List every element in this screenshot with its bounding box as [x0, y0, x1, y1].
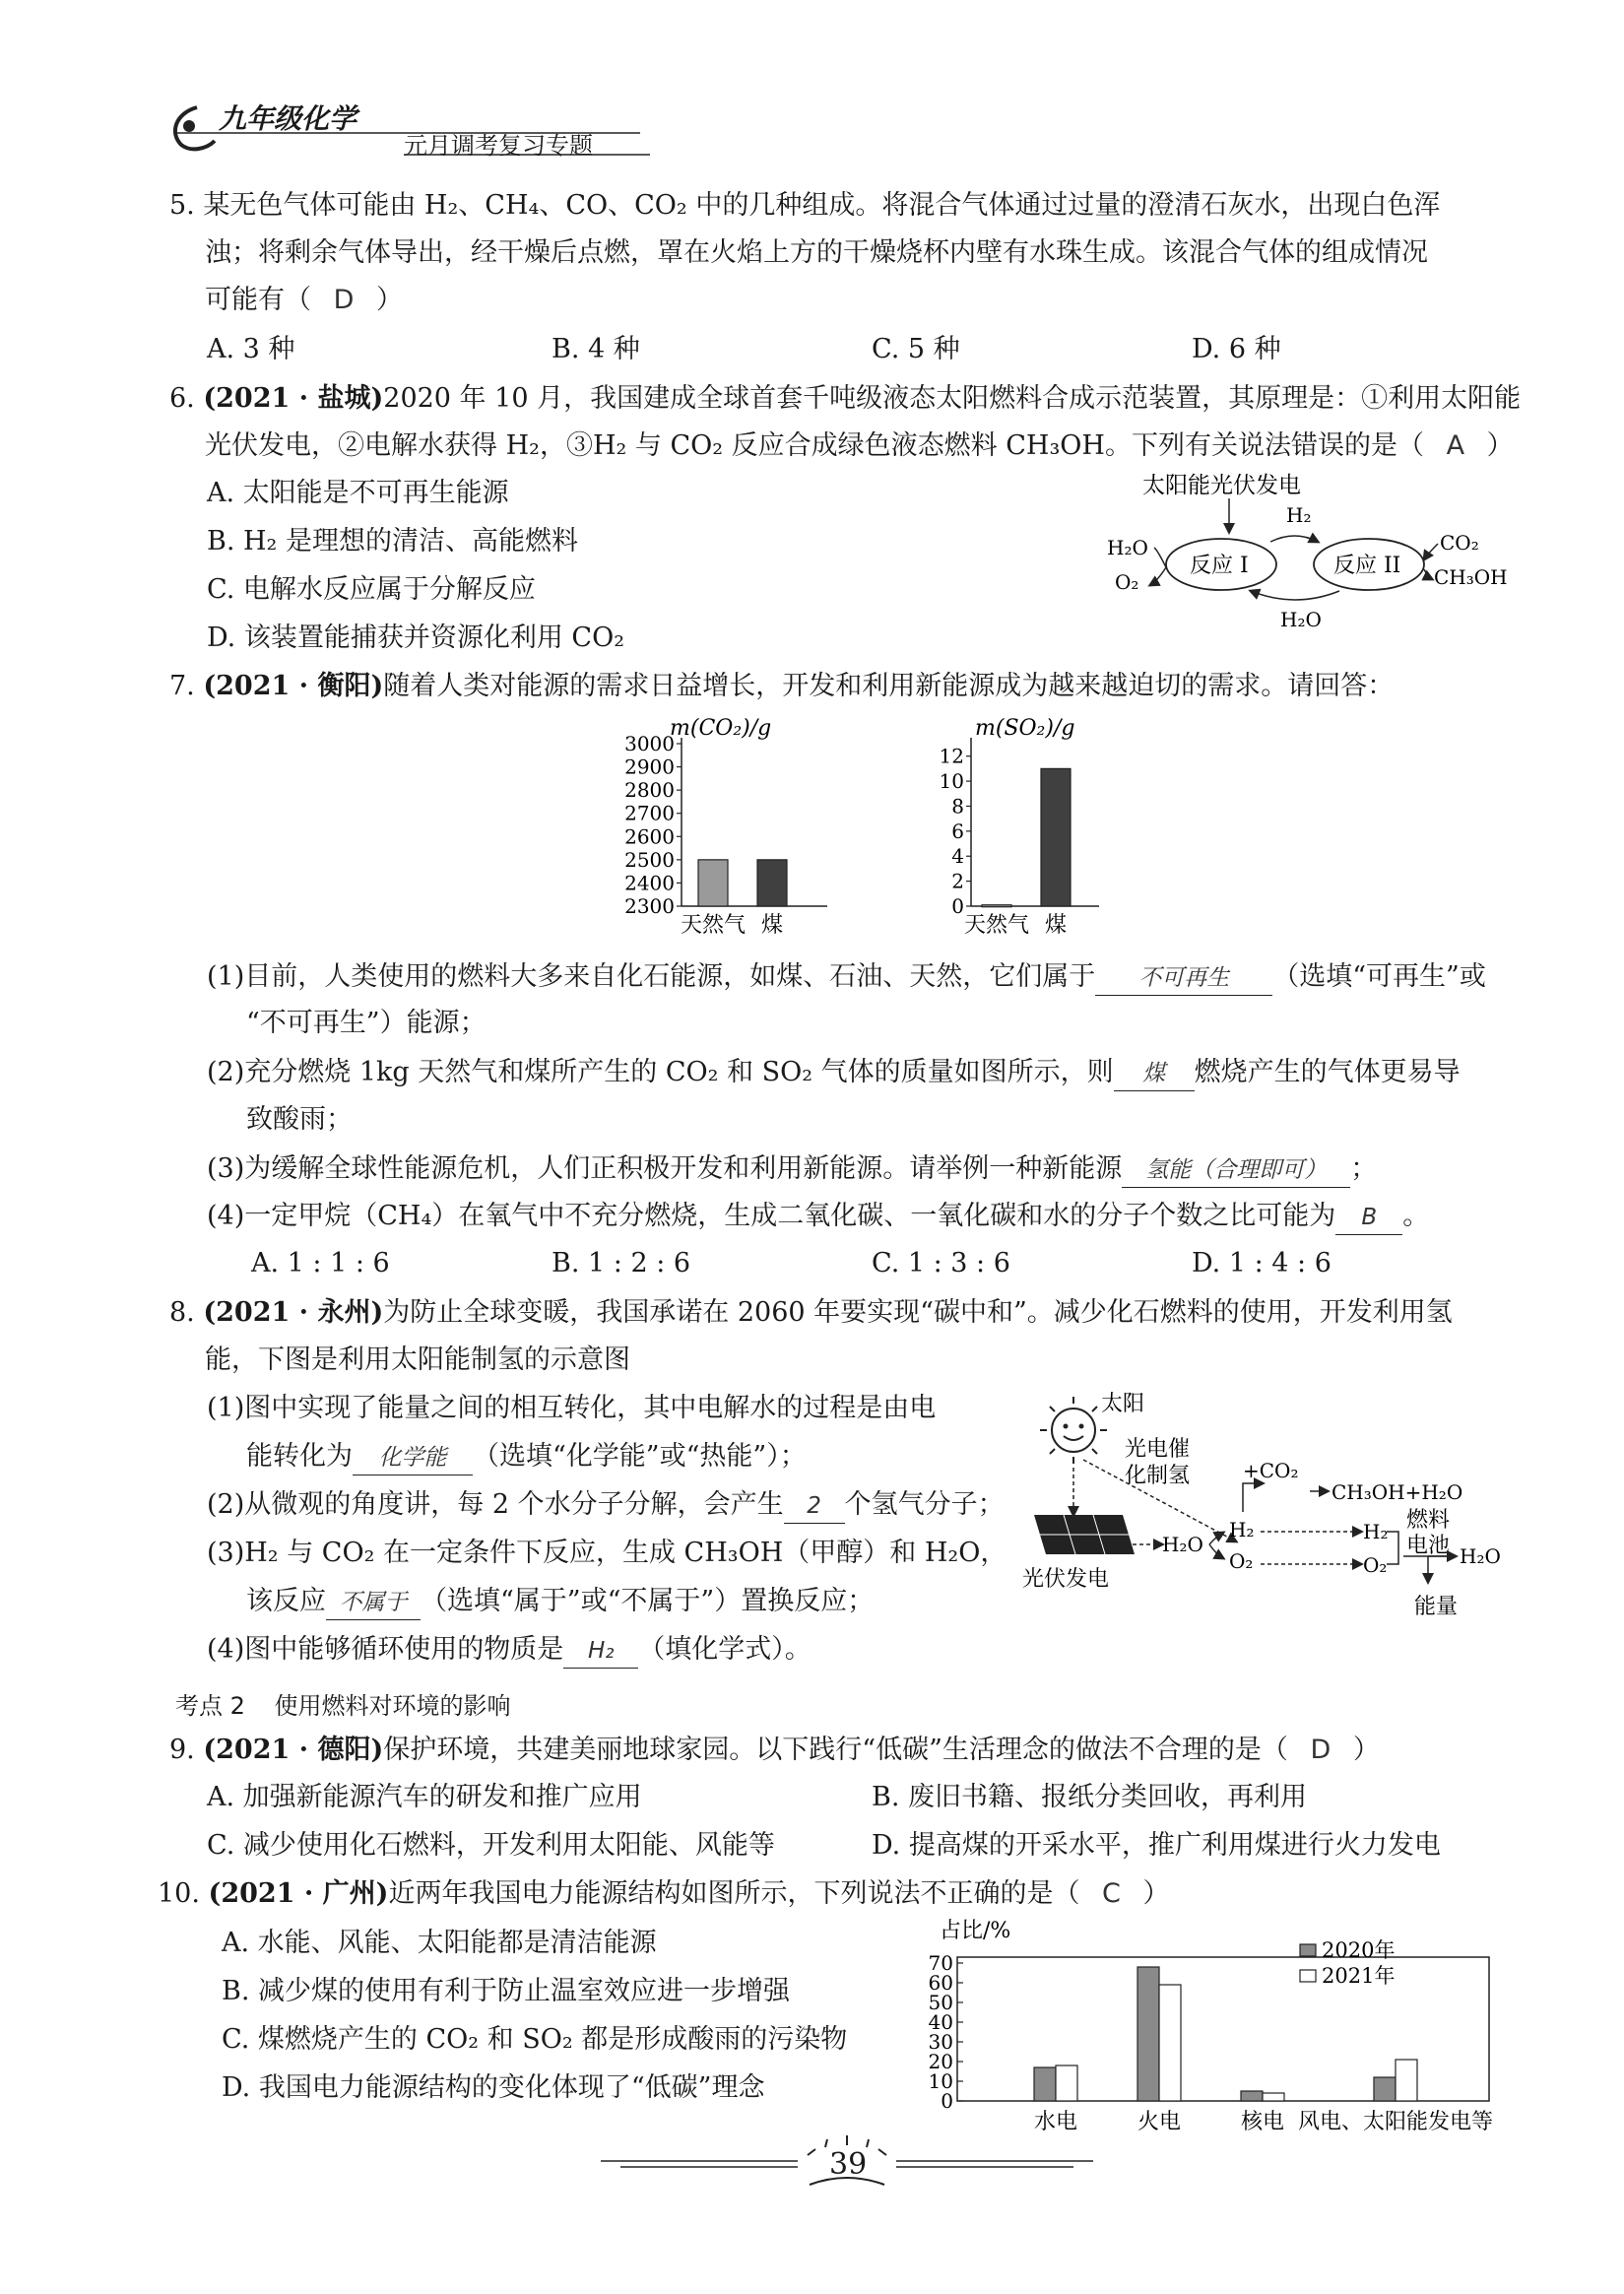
q8-diagram-h2b: H₂ — [1363, 1520, 1389, 1543]
chart-x-label: 核电 — [1240, 2110, 1285, 2132]
chart-bar — [698, 860, 728, 906]
q7-sub4-answer: B — [1335, 1201, 1402, 1235]
q10-answer: C — [1102, 1878, 1121, 1909]
q7-sub4 — [207, 1200, 1429, 1235]
q10-power-chart — [906, 1916, 1517, 2132]
chart-x-label: 煤 — [760, 913, 784, 938]
q6-answer: A — [1446, 430, 1465, 461]
q7-line1 — [169, 670, 1394, 703]
q8-sub4-text: (4)图中能够循环使用的物质是 — [207, 1634, 564, 1665]
q6-stem2: 光伏发电，②电解水获得 H₂，③H₂ 与 CO₂ 反应合成绿色液态燃料 CH₃OH。下列有关说法错误的是（ — [205, 430, 1424, 461]
q7-sub2-text: (2)充分燃烧 1kg 天然气和煤所产生的 CO₂ 和 SO₂ 气体的质量如图所示，则 — [207, 1057, 1114, 1087]
page-number: 39 — [829, 2147, 868, 2182]
q6-close: ） — [1486, 430, 1514, 461]
q9-answer: D — [1310, 1735, 1332, 1765]
q9-option-d: D. 提高煤的开采水平，推广利用煤进行火力发电 — [872, 1830, 1441, 1861]
q8-sub1-cont — [246, 1440, 807, 1475]
header-subtitle: 元月调考复习专题 — [404, 132, 593, 160]
chart-bar — [1137, 1967, 1159, 2101]
chart-legend-label: 2020年 — [1322, 1938, 1396, 1962]
q8-sub4 — [207, 1633, 812, 1669]
chart-x-label: 火电 — [1137, 2110, 1182, 2132]
q7-source: (2021 · 衡阳) — [203, 671, 384, 701]
chart-y-tick-label: 2 — [951, 869, 964, 893]
q8-sub2-text2: 个氢气分子； — [844, 1489, 1005, 1520]
q6-option-a: A. 太阳能是不可再生能源 — [207, 478, 509, 508]
q9-option-c: C. 减少使用化石燃料，开发利用太阳能、风能等 — [207, 1830, 775, 1861]
chart-y-tick-label: 2800 — [624, 778, 675, 803]
chart-x-label: 水电 — [1033, 2110, 1078, 2132]
q8-diagram-plus-co2: +CO₂ — [1243, 1459, 1299, 1482]
q8-diagram-pv: 光伏发电 — [1022, 1567, 1110, 1592]
chart-y-tick-label: 40 — [928, 2010, 953, 2034]
q8-sub4-text2: （填化学式）。 — [638, 1634, 812, 1665]
chart-bar — [1056, 2065, 1077, 2101]
q6-diagram-r1: 反应 I — [1190, 554, 1249, 578]
solar-panel-icon — [1034, 1515, 1135, 1554]
q7-stem: 随着人类对能源的需求日益增长，开发和利用新能源成为越来越迫切的需求。请回答： — [383, 671, 1395, 701]
header-title: 九年级化学 — [219, 102, 357, 135]
q8-sub2 — [207, 1488, 1005, 1524]
chart-y-tick-label: 2900 — [624, 754, 675, 779]
q10-number: 10. — [158, 1878, 200, 1909]
q10-source: (2021 · 广州) — [208, 1878, 389, 1909]
q8-sub3-text2: （选填“属于”或“不属于”）置换反应； — [421, 1586, 875, 1616]
q5-answer: D — [333, 285, 355, 315]
q8-sub3: (3)H₂ 与 CO₂ 在一定条件下反应，生成 CH₃OH（甲醇）和 H₂O， — [207, 1538, 1007, 1568]
q8-sub3-answer: 不属于 — [326, 1586, 421, 1620]
q8-line2: 能，下图是利用太阳能制氢的示意图 — [205, 1344, 630, 1375]
chart-x-label: 天然气 — [963, 913, 1030, 938]
chart-ylabel: m(SO₂)/g — [975, 716, 1075, 741]
section-heading — [175, 1686, 511, 1721]
q10-option-c: C. 煤燃烧产生的 CO₂ 和 SO₂ 都是形成酸雨的污染物 — [222, 2024, 848, 2055]
chart-bar — [1241, 2091, 1263, 2101]
q7-option-c: C. 1 : 3 : 6 — [872, 1248, 1010, 1278]
q6-number: 6. — [169, 383, 195, 414]
q8-diagram-cat1: 光电催 — [1125, 1437, 1191, 1462]
page-header — [167, 94, 660, 163]
q6-diagram-ch3oh: CH₃OH — [1434, 565, 1508, 589]
q7-sub1 — [207, 960, 1486, 996]
q7-co2-chart — [611, 709, 827, 946]
chart-y-tick-label: 20 — [928, 2050, 953, 2073]
q10-line1 — [158, 1877, 1170, 1911]
q5-option-d: D. 6 种 — [1192, 334, 1281, 364]
q6-source: (2021 · 盐城) — [203, 383, 384, 414]
q9-option-a: A. 加强新能源汽车的研发和推广应用 — [207, 1782, 642, 1812]
q10-stem: 近两年我国电力能源结构如图所示，下列说法不正确的是（ — [388, 1878, 1080, 1909]
chart-y-tick-label: 0 — [951, 894, 964, 918]
q9-number: 9. — [169, 1735, 195, 1765]
q9-close: ） — [1352, 1735, 1380, 1765]
q7-sub2-answer: 煤 — [1114, 1057, 1195, 1091]
chart-bar — [1263, 2093, 1284, 2101]
page-footer — [591, 2128, 1103, 2196]
q10-option-d: D. 我国电力能源结构的变化体现了“低碳”理念 — [222, 2072, 765, 2103]
q6-diagram-o2: O₂ — [1115, 570, 1139, 594]
chart-y-tick-label: 6 — [951, 819, 964, 843]
chart-y-tick-label: 10 — [939, 769, 964, 794]
q8-diagram-cat2: 化制氢 — [1125, 1464, 1191, 1488]
chart-y-tick-label: 2700 — [624, 801, 675, 825]
q8-sub1-text2: （选填“化学能”或“热能”）； — [473, 1441, 807, 1472]
q8-source: (2021 · 永州) — [203, 1297, 384, 1328]
q8-diagram-o2b: O₂ — [1363, 1553, 1388, 1577]
q10-option-b: B. 减少煤的使用有利于防止温室效应进一步增强 — [222, 1976, 791, 2006]
q8-number: 8. — [169, 1297, 195, 1328]
q6-line2 — [205, 429, 1514, 463]
q8-sub3-cont — [246, 1585, 874, 1620]
q8-hydrogen-diagram — [1014, 1389, 1546, 1635]
q8-diagram-product: CH₃OH+H₂O — [1332, 1480, 1463, 1504]
q7-sub3-text: (3)为缓解全球性能源危机，人们正积极开发和利用新能源。请举例一种新能源 — [207, 1153, 1123, 1184]
q8-sub1-text: 能转化为 — [246, 1441, 353, 1472]
q6-diagram-co2: CO₂ — [1440, 531, 1479, 555]
q5-stem-end: 可能有（ — [205, 285, 311, 315]
q6-option-c: C. 电解水反应属于分解反应 — [207, 574, 536, 605]
q9-source: (2021 · 德阳) — [203, 1735, 384, 1765]
chart-y-tick-label: 70 — [928, 1951, 953, 1975]
q8-diagram-sun: 太阳 — [1101, 1392, 1145, 1416]
chart-y-tick-label: 2500 — [624, 847, 675, 872]
section-label: 考点 2 — [175, 1692, 245, 1720]
chart-y-tick-label: 10 — [928, 2069, 953, 2093]
q6-option-b: B. H₂ 是理想的清洁、高能燃料 — [207, 526, 578, 557]
q7-option-d: D. 1 : 4 : 6 — [1192, 1248, 1332, 1278]
q5-option-b: B. 4 种 — [552, 334, 640, 364]
q8-diagram-o2: O₂ — [1229, 1549, 1254, 1573]
q8-sub1-answer: 化学能 — [353, 1441, 473, 1475]
q8-diagram-out-h2o: H₂O — [1460, 1544, 1501, 1568]
q8-sub4-answer: H₂ — [563, 1634, 638, 1669]
q5-line2: 浊；将剩余气体导出，经干燥后点燃，罩在火焰上方的干燥烧杯内壁有水珠生成。该混合气体的组成情况 — [205, 237, 1428, 268]
q8-diagram-fc1: 燃料 — [1406, 1508, 1451, 1533]
q8-line1 — [169, 1296, 1453, 1330]
chart-y-tick-label: 60 — [928, 1971, 953, 1995]
chart-y-tick-label: 2600 — [624, 824, 675, 849]
chart-legend-swatch — [1300, 1944, 1316, 1956]
q10-option-a: A. 水能、风能、太阳能都是清洁能源 — [222, 1928, 657, 1958]
q6-diagram-h2o-bottom: H₂O — [1280, 608, 1322, 631]
chart-bar — [1374, 2077, 1396, 2101]
q9-line1 — [169, 1734, 1380, 1767]
q5-option-c: C. 5 种 — [872, 334, 960, 364]
q6-diagram-r2: 反应 II — [1333, 554, 1401, 578]
q7-sub2 — [207, 1056, 1461, 1091]
chart-legend-label: 2021年 — [1322, 1964, 1396, 1988]
q6-line1 — [169, 382, 1521, 416]
q8-diagram-h2o: H₂O — [1162, 1533, 1203, 1556]
chart-bar — [1159, 1985, 1181, 2101]
q7-sub1-cont: “不可再生”）能源； — [246, 1008, 487, 1038]
chart-y-tick-label: 2300 — [624, 894, 675, 918]
q6-reaction-diagram — [1103, 471, 1527, 638]
chart-x-label: 风电、太阳能发电等 — [1297, 2110, 1494, 2132]
q10-close: ） — [1142, 1878, 1170, 1909]
sun-icon — [1040, 1397, 1107, 1464]
q5-line3 — [205, 284, 403, 317]
q5-option-a: A. 3 种 — [207, 334, 295, 364]
chart-legend-swatch — [1300, 1970, 1316, 1982]
section-title: 使用燃料对环境的影响 — [274, 1692, 511, 1720]
q5-line1: 5. 某无色气体可能由 H₂、CH₄、CO、CO₂ 中的几种组成。将混合气体通过过量的澄清石灰水，出现白色浑 — [169, 190, 1441, 221]
chart-bar — [982, 905, 1011, 907]
chart-x-label: 煤 — [1044, 913, 1068, 938]
chart-bar — [757, 860, 787, 906]
q7-sub1-text2: （选填“可再生”或 — [1272, 961, 1486, 992]
chart-x-label: 天然气 — [680, 913, 747, 938]
q6-diagram-h2o-left: H₂O — [1107, 536, 1148, 559]
q7-sub2-cont: 致酸雨； — [246, 1104, 353, 1135]
chart-y-tick-label: 0 — [941, 2089, 953, 2113]
chart-bar — [1034, 2067, 1056, 2101]
q7-so2-chart — [916, 709, 1113, 946]
q8-stem1: 为防止全球变暖，我国承诺在 2060 年要实现“碳中和”。减少化石燃料的使用，开发利用氢 — [383, 1297, 1453, 1328]
q7-sub3-answer: 氢能（合理即可） — [1122, 1153, 1350, 1188]
q6-option-d: D. 该装置能捕获并资源化利用 CO₂ — [207, 623, 625, 653]
chart-y-tick-label: 4 — [951, 844, 964, 869]
q7-sub4-text: (4)一定甲烷（CH₄）在氧气中不充分燃烧，生成二氧化碳、一氧化碳和水的分子个数之比可能为 — [207, 1201, 1336, 1231]
chart-y-tick-label: 12 — [939, 744, 964, 768]
q7-sub3 — [207, 1152, 1377, 1188]
chart-bar — [1396, 2060, 1417, 2101]
q8-diagram-h2: H₂ — [1229, 1518, 1255, 1541]
q7-option-a: A. 1 : 1 : 6 — [251, 1248, 390, 1278]
q8-diagram-fc2: 电池 — [1406, 1534, 1451, 1558]
q9-option-b: B. 废旧书籍、报纸分类回收，再利用 — [872, 1782, 1308, 1812]
q7-sub4-text2: 。 — [1402, 1201, 1430, 1231]
q8-sub3-text: 该反应 — [246, 1586, 326, 1616]
q6-stem1: 2020 年 10 月，我国建成全球首套千吨级液态太阳燃料合成示范装置，其原理是：①利用太阳能 — [383, 383, 1522, 414]
chart-y-tick-label: 3000 — [624, 732, 675, 755]
q5-close: ） — [375, 285, 403, 315]
chart-ylabel: m(CO₂)/g — [670, 716, 772, 741]
q8-sub2-answer: 2 — [784, 1489, 845, 1524]
chart-bar — [1041, 768, 1071, 906]
q7-number: 7. — [169, 671, 195, 701]
q8-sub2-text: (2)从微观的角度讲，每 2 个水分子分解，会产生 — [207, 1489, 784, 1520]
q9-stem: 保护环境，共建美丽地球家园。以下践行“低碳”生活理念的做法不合理的是（ — [383, 1735, 1288, 1765]
q7-sub1-text: (1)目前，人类使用的燃料大多来自化石能源，如煤、石油、天然，它们属于 — [207, 961, 1096, 992]
chart-y-tick-label: 50 — [928, 1991, 953, 2014]
chart-y-tick-label: 2400 — [624, 871, 675, 895]
q7-option-b: B. 1 : 2 : 6 — [552, 1248, 691, 1278]
q6-diagram-h2: H₂ — [1286, 503, 1312, 527]
q8-diagram-energy: 能量 — [1414, 1595, 1459, 1619]
chart-y-tick-label: 30 — [928, 2030, 953, 2054]
q7-sub2-text2: 燃烧产生的气体更易导 — [1194, 1057, 1461, 1087]
q8-sub1: (1)图中实现了能量之间的相互转化，其中电解水的过程是由电 — [207, 1393, 937, 1423]
q6-diagram-top: 太阳能光伏发电 — [1142, 473, 1301, 498]
q7-sub1-answer: 不可再生 — [1095, 961, 1272, 996]
q7-sub3-text2: ； — [1350, 1153, 1378, 1184]
chart-y-tick-label: 8 — [951, 794, 964, 819]
chart-ylabel: 占比/% — [940, 1919, 1011, 1943]
